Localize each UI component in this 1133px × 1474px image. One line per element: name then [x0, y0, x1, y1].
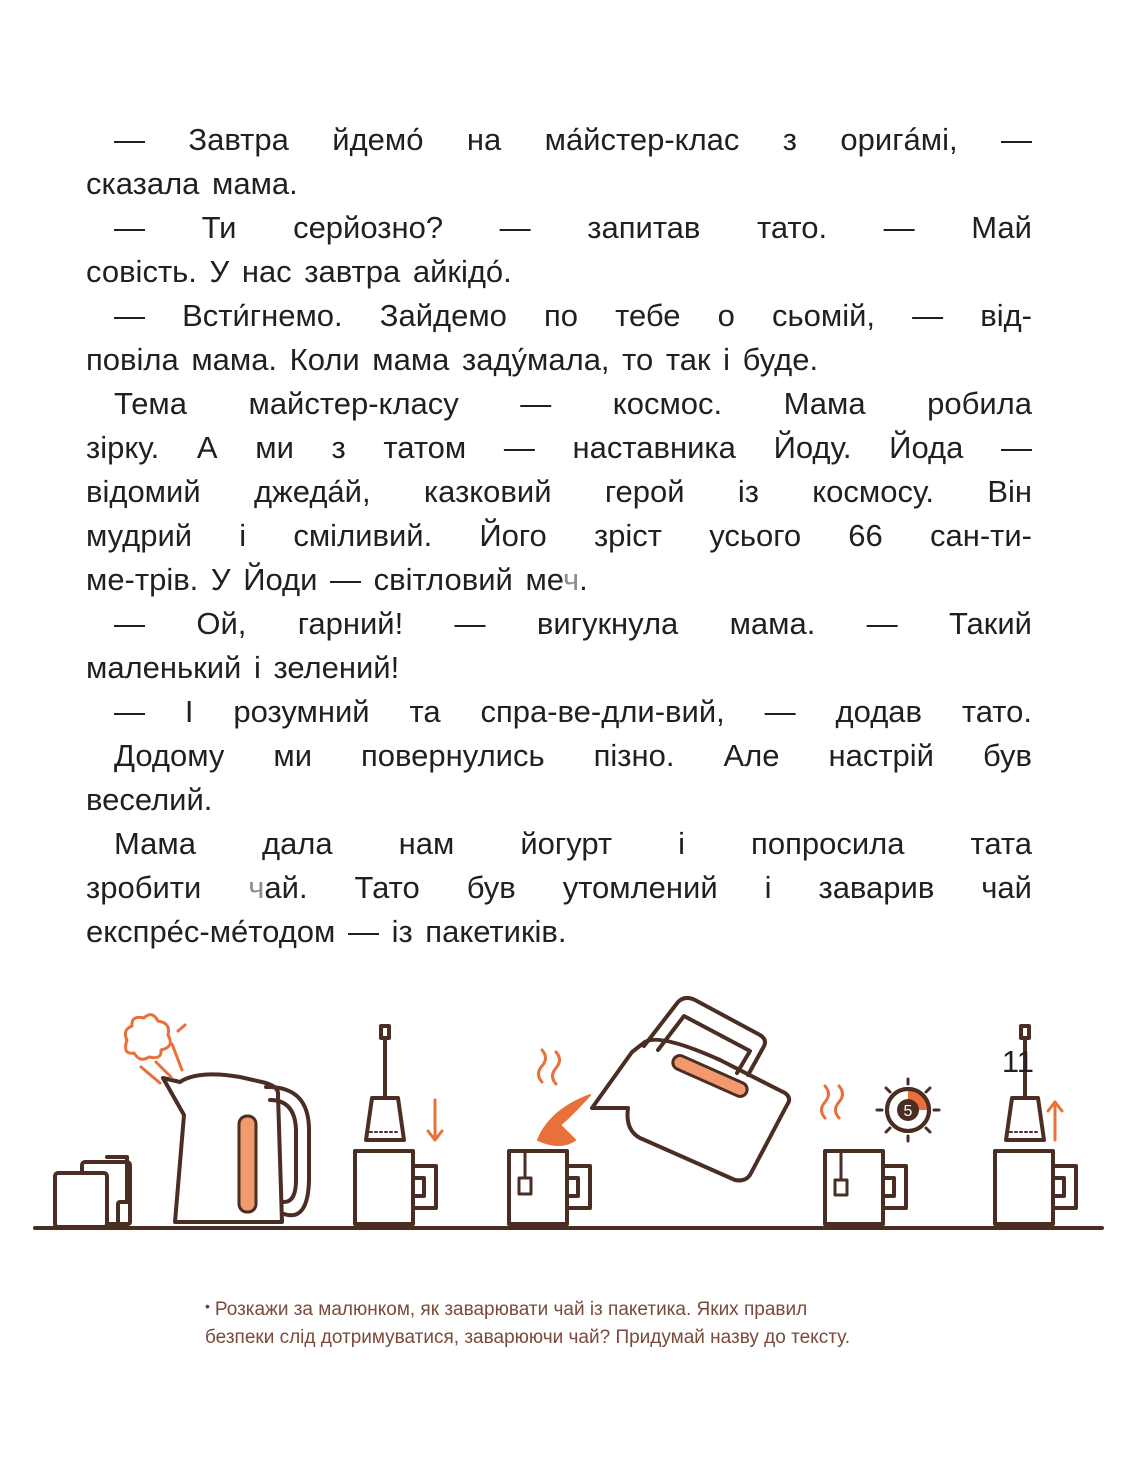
paragraph: веселий. — [86, 782, 213, 817]
paragraph: — І розумний та спра-ве-дли-вий, — додав тато. — [114, 694, 1032, 729]
paragraph: ме-трів. У Йоди — світловий меч. — [86, 562, 588, 597]
tea-bags-icon — [55, 1157, 130, 1227]
timer-label: 5 — [903, 1103, 913, 1120]
story-text — [86, 118, 1032, 954]
paragraph: — Завтра йдемо́ на ма́йстер-клас з оригáмі, — — [114, 122, 1032, 157]
paragraph: Тема майстер-класу — космос. Мама робила — [114, 386, 1032, 421]
paragraph: — Всти́гнемо. Зайдемо по тебе о сьомій, — від- — [114, 298, 1032, 333]
paragraph: — Ти серйозно? — запитав тато. — Май — [114, 210, 1032, 245]
tea-bag-dip-icon — [355, 1026, 442, 1224]
paragraph: — Ой, гарний! — вигукнула мама. — Такий — [114, 606, 1032, 641]
paragraph: Мама дала нам йогурт і попросила тата — [114, 826, 1032, 861]
paragraph: зробити чай. Тато був утомлений і заварив чай — [86, 870, 1032, 905]
paragraph: маленький і зелений! — [86, 650, 400, 685]
highlighted-letter: ч — [248, 870, 265, 905]
paragraph: сказала мама. — [86, 166, 298, 201]
paragraph: відомий джеда́й, казковий герой із космосу. Він — [86, 474, 1032, 509]
paragraph: Додому ми повернулись пізно. Але настрій був — [114, 738, 1032, 773]
bullet-icon: • — [205, 1298, 210, 1314]
question-line: • Розкажи за малюнком, як заварювати чай із пакетика. Яких правил — [205, 1298, 808, 1320]
paragraph: експре́с-ме́тодом — із пакетиків. — [86, 914, 567, 949]
highlighted-letter: ч — [562, 562, 580, 597]
question-line: безпеки слід дотримуватися, заварюючи чай? Придумай назву до тексту. — [205, 1327, 850, 1348]
question-text — [205, 1292, 1065, 1352]
paragraph: мудрий і сміливий. Його зріст усього 66 сан-ти- — [86, 518, 1032, 553]
paragraph: повіла мама. Коли мама заду́мала, то так і буде. — [86, 342, 819, 377]
kettle-steam-icon — [125, 1015, 309, 1222]
tea-making-illustration — [30, 990, 1110, 1240]
page-number: 11 — [1001, 1044, 1034, 1079]
paragraph: зірку. А ми з татом — наставника Йоду. Йода — — [86, 430, 1032, 465]
paragraph: совість. У нас завтра айкідо́. — [86, 254, 512, 289]
pour-kettle-icon — [509, 998, 789, 1224]
